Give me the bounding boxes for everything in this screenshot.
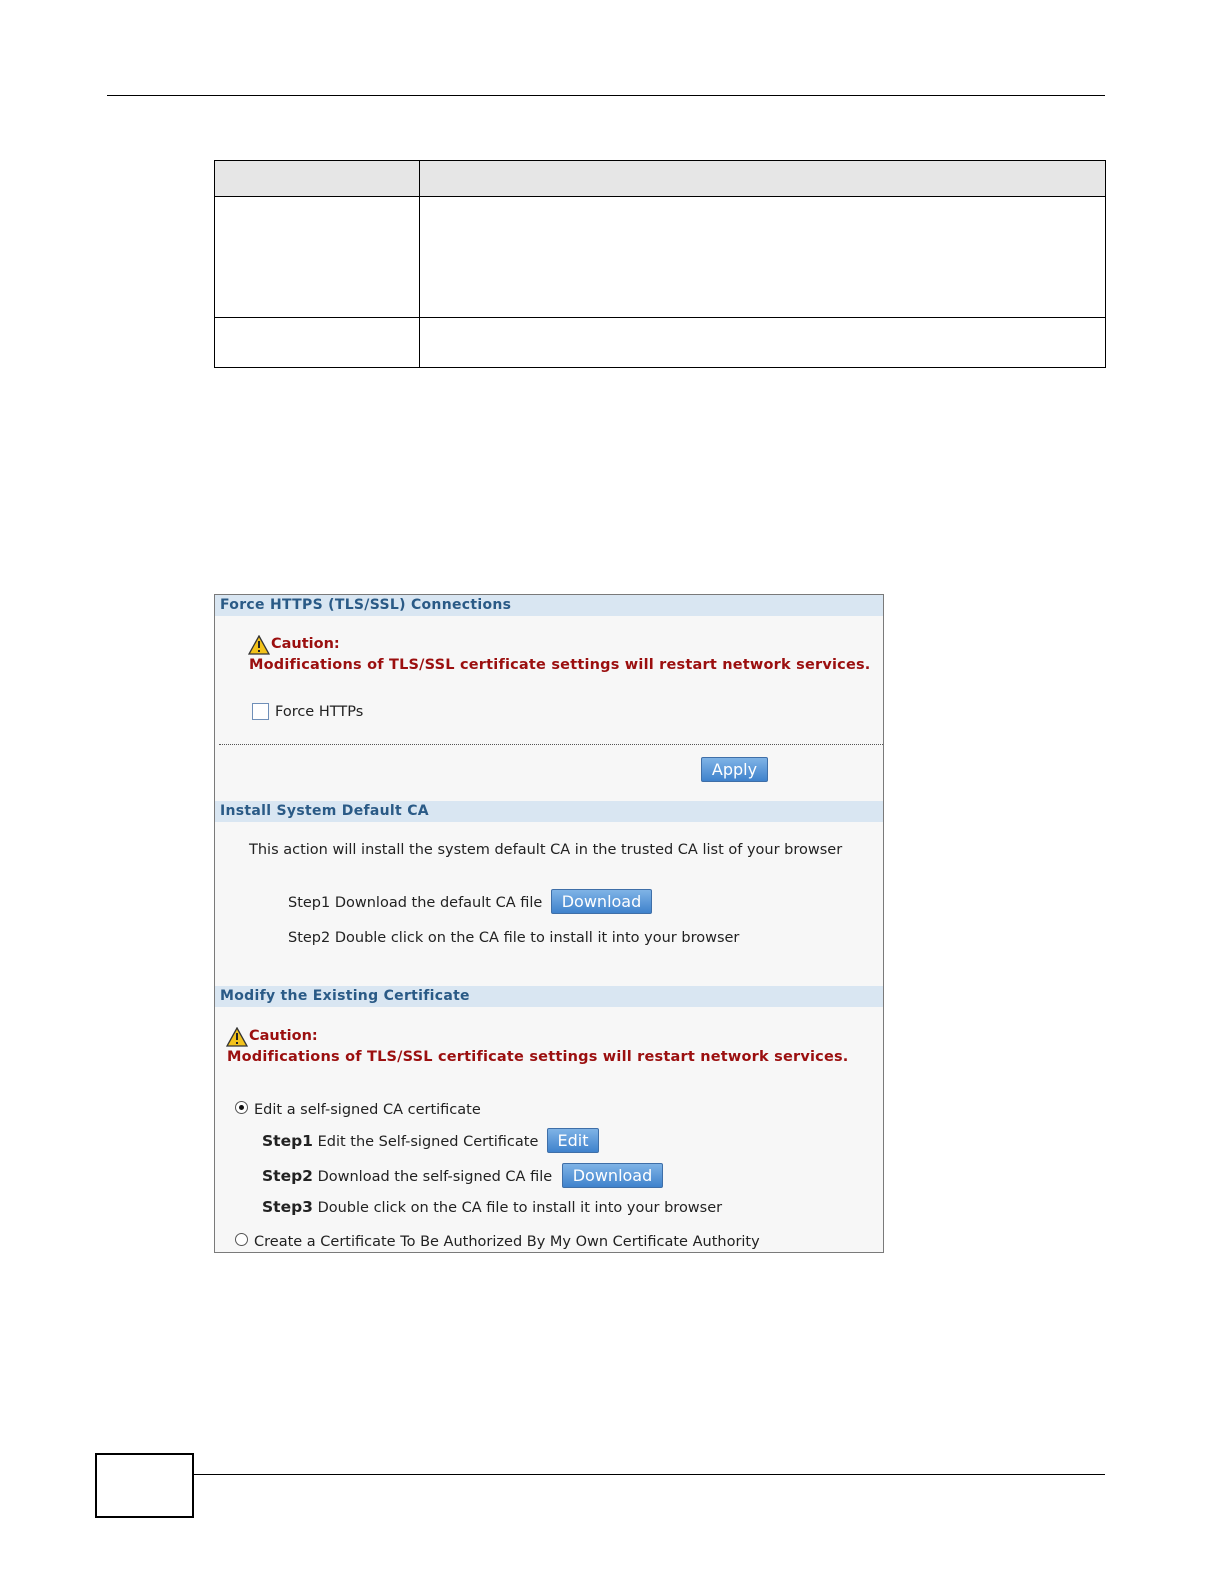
warning-icon [226,1027,248,1047]
create-own-ca-label: Create a Certificate To Be Authorized By My Own Certificate Authority [254,1234,760,1250]
download-self-signed-button[interactable]: Download [562,1163,663,1188]
caution-title: Caution: [249,1028,318,1044]
force-https-label: Force HTTPs [275,704,364,720]
footer-rule [192,1474,1105,1475]
caution-message: Modifications of TLS/SSL certificate settings will restart network services. [249,657,871,673]
warning-icon [248,635,270,655]
force-https-checkbox[interactable] [252,703,269,720]
force-https-section-title: Force HTTPS (TLS/SSL) Connections [215,595,883,616]
step1-label: Step1 [262,1132,313,1150]
page-number-box [95,1453,194,1518]
modify-step1 [262,1132,538,1150]
table-cell [420,197,1106,318]
table-header-row [215,161,1106,197]
table-header-cell [215,161,420,197]
step1-text: Edit the Self-signed Certificate [317,1134,539,1150]
caution-title: Caution: [271,636,340,652]
modify-step2 [262,1167,552,1185]
step3-label: Step3 [262,1198,313,1216]
step2-label: Step2 [262,1167,313,1185]
download-default-ca-button[interactable]: Download [551,889,652,914]
table-cell [215,318,420,368]
edit-self-signed-radio[interactable] [235,1101,248,1114]
install-ca-description: This action will install the system default CA in the trusted CA list of your browser [249,842,843,858]
create-own-ca-radio[interactable] [235,1233,248,1246]
table-row [215,318,1106,368]
apply-button[interactable]: Apply [701,757,768,782]
install-step1-text: Step1 Download the default CA file [288,895,543,911]
install-ca-section-title: Install System Default CA [215,801,883,822]
edit-self-signed-label: Edit a self-signed CA certificate [254,1102,481,1118]
table-row [215,197,1106,318]
table-header-cell [420,161,1106,197]
header-rule [107,95,1105,96]
step3-text: Double click on the CA file to install it into your browser [317,1200,723,1216]
description-table [214,160,1106,368]
edit-certificate-button[interactable]: Edit [547,1128,599,1153]
install-step2-text: Step2 Double click on the CA file to install it into your browser [288,930,740,946]
modify-step3 [262,1198,722,1216]
table-cell [215,197,420,318]
modify-cert-section-title: Modify the Existing Certificate [215,986,883,1007]
caution-message: Modifications of TLS/SSL certificate settings will restart network services. [227,1049,849,1065]
step2-text: Download the self-signed CA file [317,1169,553,1185]
https-settings-screenshot [214,594,884,1253]
table-cell [420,318,1106,368]
divider [219,744,883,745]
